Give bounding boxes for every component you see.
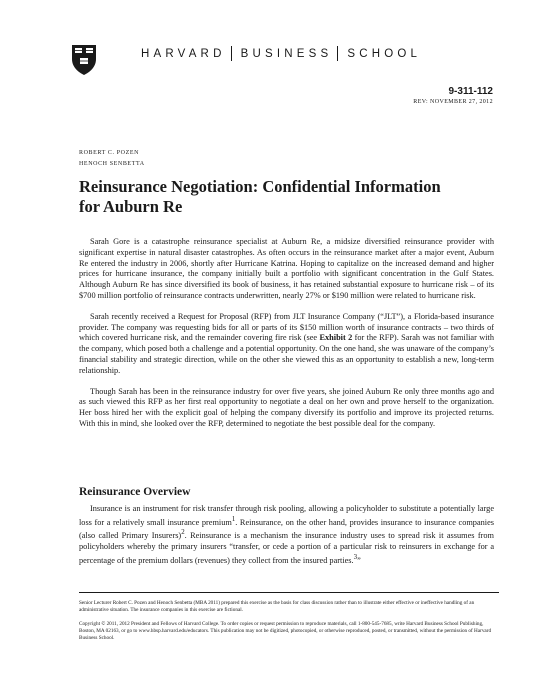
overview-text-2: . Reinsurance, on the other hand, provides insurance to insurance companies (also called Primary Insurers)	[79, 517, 495, 541]
intro-section	[79, 237, 494, 440]
exhibit-reference: Exhibit 2	[319, 333, 353, 343]
paragraph-2-before: Sarah recently received a Request for Proposal (RFP) from JLT Insurance Company (“JLT”), a Florida-based insurance provider. The company was requesting bids for all or parts of its $150 million worth of insurance contracts – two thirds of which covered hurricane risk, and the remainder covering fire risk (see	[79, 311, 494, 343]
case-number: 9-311-112	[448, 86, 493, 97]
school-name-part-3: SCHOOL	[347, 47, 422, 60]
overview-section	[79, 504, 494, 576]
footnote-copyright: Copyright © 2011, 2012 President and Fellows of Harvard College. To order copies or request permission to reproduce materials, call 1-800-545-7685, write Harvard Business School Publishing, Boston, MA 02163, or go to www.hbsp.harvard.edu/educators. This publication may not be digitized, photocopied, or otherwise reproduced, posted, or transmitted, without the permission of Harvard Business School.	[79, 621, 492, 642]
title-line-1: Reinsurance Negotiation: Confidential Information	[79, 177, 441, 196]
revision-date: REV: NOVEMBER 27, 2012	[413, 99, 493, 105]
document-title	[79, 177, 499, 217]
paragraph-3: Though Sarah has been in the reinsurance industry for over five years, she joined Auburn Re only three months ago and as such viewed this RFP as her first real opportunity to negotiate a deal on her own and prove herself to the organization. Her boss hired her with the explicit goal of helping the company diversify its portfolio and improve its projected returns. With this in mind, she looked over the RFP, determined to negotiate the best possible deal for the company.	[79, 386, 494, 428]
footnote-ref-3: 3	[353, 553, 358, 561]
harvard-shield-icon	[71, 44, 97, 76]
paragraph-2	[79, 312, 494, 377]
title-line-2: for Auburn Re	[79, 197, 183, 216]
footnote-divider	[79, 592, 499, 593]
school-name-part-1: HARVARD	[141, 47, 226, 60]
school-name-part-2: BUSINESS	[240, 47, 333, 60]
school-name	[141, 46, 501, 61]
overview-text-4: ”	[357, 555, 361, 565]
author-1: ROBERT C. POZEN	[79, 150, 140, 156]
overview-text-3: . Reinsurance is a mechanism the insurance industry uses to spread risk it assumes from policyholders whereby the primary insurers “transfer, or cede a portion of a particular risk to reinsurers in exchange for a percentage of the premium dollars (revenues) they collect from the insured parties.	[79, 531, 494, 565]
overview-text-1: Insurance is an instrument for risk transfer through risk pooling, allowing a policyholder to substitute a potentially large loss for a relatively small insurance premium	[79, 504, 494, 527]
section-heading-reinsurance-overview: Reinsurance Overview	[79, 486, 191, 498]
footnote-ref-2: 2	[181, 529, 185, 537]
paragraph-1: Sarah Gore is a catastrophe reinsurance specialist at Auburn Re, a midsize diversified reinsurance provider with significant expertise in natural disaster catastrophes. As often occurs in the reinsurance market after a major event, Auburn Re entered the industry in 2006, shortly after Hurricane Katrina. Hoping to capitalize on the increased demand and higher prices for hurricane insurance, the company initially built a portfolio with significant concentration in the Gulf States. Although Auburn Re has since diversified its book of business, it has retained substantial exposure to hurricane risk – of its $700 million portfolio of reinsurance contracts underwritten, nearly 27% or $190 million were related to hurricane risk.	[79, 237, 494, 300]
school-name-divider-1	[231, 46, 232, 61]
school-name-divider-2	[337, 46, 338, 61]
overview-paragraph	[79, 504, 494, 566]
paragraph-2-after: for the RFP). Sarah was not familiar with the company, which posed both a challenge and a potential opportunity. On the one hand, she was unaware of the company’s financial stability and strategic direction, while on the other she viewed this as an opportunity to establish a new, long-term relationship.	[79, 333, 494, 375]
author-2: HENOCH SENBETTA	[79, 161, 145, 167]
footnote-note: Senior Lecturer Robert C. Pozen and Henoch Senbetta (MBA 2011) prepared this exercise as the basis for class discussion rather than to illustrate either effective or ineffective handling of an administrative situation. The insurance companies in this exercise are fictional.	[79, 600, 475, 614]
footnote-ref-1: 1	[231, 515, 236, 523]
